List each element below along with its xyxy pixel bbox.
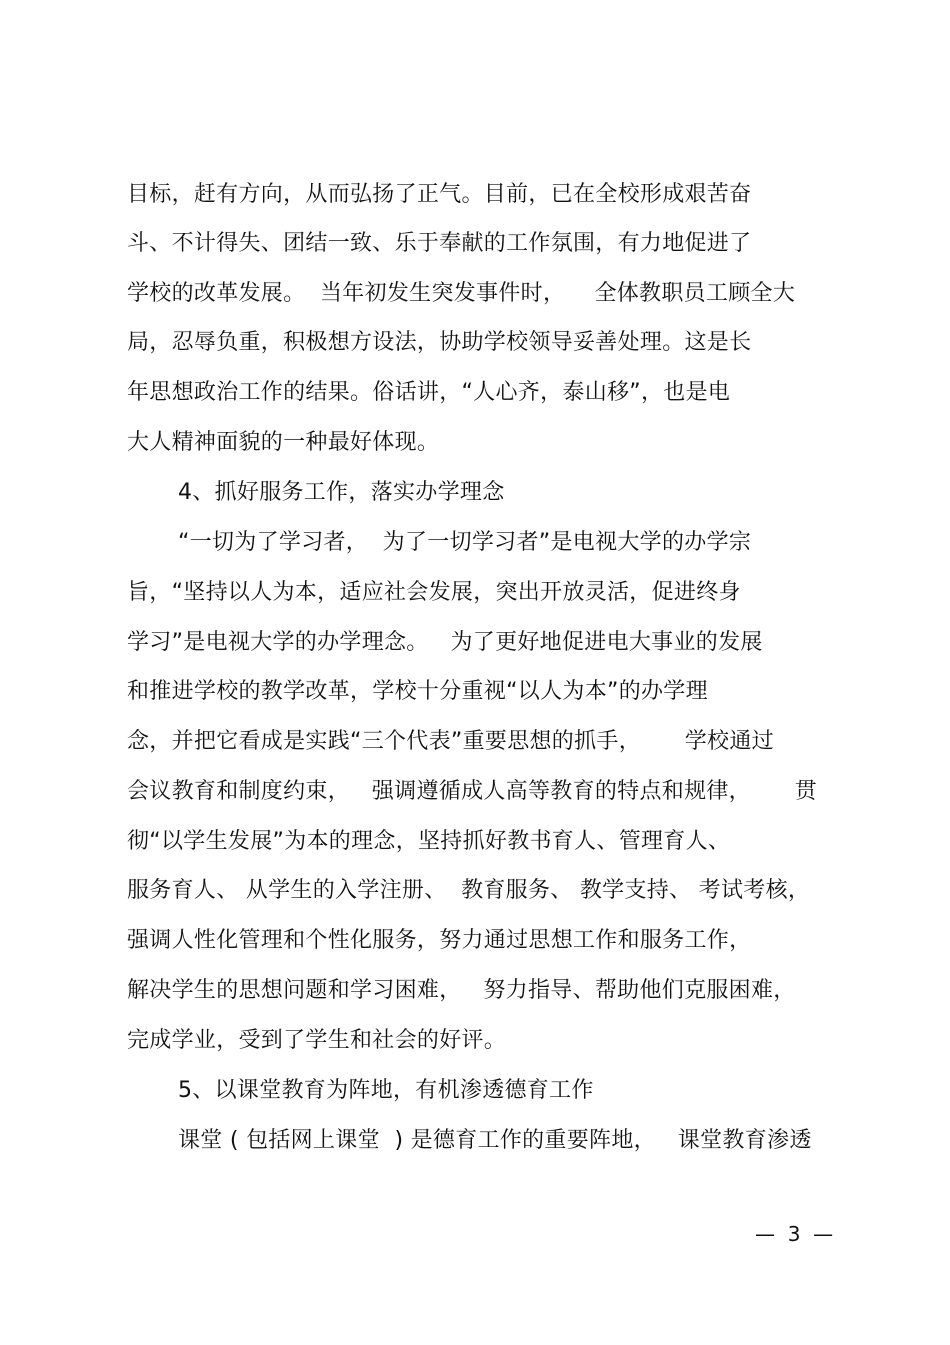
paragraph-line: 会议教育和制度约束， 强调遵循成人高等教育的特点和规律， 贯 bbox=[127, 779, 818, 804]
paragraph-line: 和推进学校的教学改革，学校十分重视“以人为本”的办学理 bbox=[127, 679, 708, 704]
paragraph-line: “一切为了学习者， 为了一切学习者”是电视大学的办学宗 bbox=[178, 530, 752, 555]
page-number: — 3 — bbox=[755, 1222, 834, 1246]
section-heading: 4、抓好服务工作，落实办学理念 bbox=[178, 480, 505, 505]
paragraph-line: 大人精神面貌的一种最好体现。 bbox=[127, 430, 440, 455]
paragraph-line: 强调人性化管理和个性化服务，努力通过思想工作和服务工作， bbox=[127, 928, 752, 953]
paragraph-line: 局，忍辱负重，积极想方设法，协助学校领导妥善处理。这是长 bbox=[127, 330, 752, 355]
paragraph-line: 学习”是电视大学的办学理念。 为了更好地促进电大事业的发展 bbox=[127, 630, 763, 655]
paragraph-line: 旨，“坚持以人为本，适应社会发展，突出开放灵活，促进终身 bbox=[127, 580, 741, 605]
section-heading: 5、以课堂教育为阵地，有机渗透德育工作 bbox=[178, 1078, 594, 1103]
paragraph-line: 服务育人、 从学生的入学注册、 教育服务、 教学支持、 考试考核， bbox=[127, 878, 811, 903]
paragraph-line: 课堂 ( 包括网上课堂 ) 是德育工作的重要阵地， 课堂教育渗透 bbox=[178, 1128, 812, 1153]
paragraph-line: 完成学业，受到了学生和社会的好评。 bbox=[127, 1028, 507, 1053]
paragraph-line: 彻“以学生发展”为本的理念，坚持抓好教书育人、管理育人、 bbox=[127, 829, 731, 854]
paragraph-line: 年思想政治工作的结果。俗话讲，“人心齐，泰山移”，也是电 bbox=[127, 380, 731, 405]
paragraph-line: 念，并把它看成是实践“三个代表”重要思想的抓手， 学校通过 bbox=[127, 729, 774, 754]
paragraph-line: 斗、不计得失、团结一致、乐于奉献的工作氛围，有力地促进了 bbox=[127, 231, 752, 256]
paragraph-line: 学校的改革发展。 当年初发生突发事件时， 全体教职员工顾全大 bbox=[127, 281, 796, 306]
paragraph-line: 解决学生的思想问题和学习困难， 努力指导、帮助他们克服困难， bbox=[127, 978, 796, 1003]
paragraph-line: 目标，赶有方向，从而弘扬了正气。目前，已在全校形成艰苦奋 bbox=[127, 182, 752, 207]
